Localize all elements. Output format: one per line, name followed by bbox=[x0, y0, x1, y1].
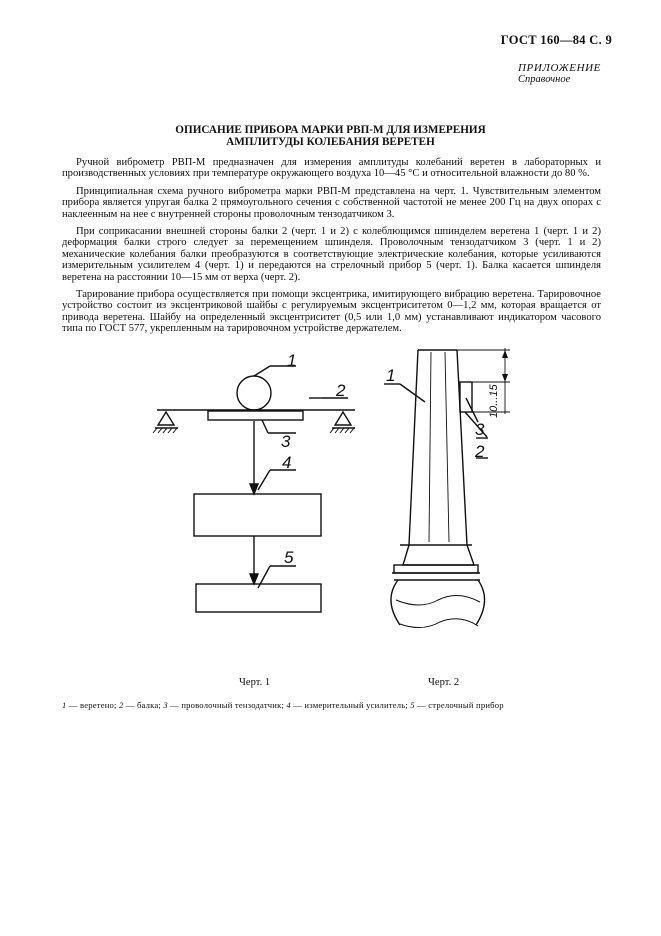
fig2-label-2: 2 bbox=[475, 442, 485, 461]
fig1-label-3: 3 bbox=[281, 432, 291, 451]
paragraph: Принципиальная схема ручного виброметра марки РВП-М представлена на черт. 1. Чувствительным элементом прибора является упругая балка 2 прямоугольного сечения с собственной частотой не менее 200 Гц на двух опорах с наклеенным на нее с внутренней стороны проволочным тензодатчиком 3. bbox=[62, 185, 601, 220]
legend-num: 2 bbox=[118, 700, 124, 710]
figure-2-caption: Черт. 2 bbox=[428, 677, 460, 688]
paragraph: Тарирование прибора осуществляется при помощи эксцентрика, имитирующего вибрацию веретена. Тарировочное устройство состоит из эксцентриковой шайбы с регулируемым эксцентриситетом 0—1,2 мм, которая вращается от привода веретена. Шайбу на определенный эксцентриситет (0,5 или 1,0 мм) устанавливают индикатором часового типа по ГОСТ 577, укрепленным на тарировочном устройстве держателем. bbox=[62, 289, 601, 335]
title-line-2: АМПЛИТУДЫ КОЛЕБАНИЯ ВЕРЕТЕН bbox=[226, 136, 435, 148]
figure-1-caption: Черт. 1 bbox=[239, 677, 271, 688]
document-title bbox=[60, 124, 601, 148]
legend-text: стрелочный прибор bbox=[428, 700, 504, 710]
fig1-label-5: 5 bbox=[284, 548, 294, 567]
page-header: ГОСТ 160—84 С. 9 bbox=[500, 33, 612, 47]
spindle-body bbox=[391, 580, 485, 625]
legend-text: измерительный усилитель; bbox=[304, 700, 408, 710]
left-support bbox=[158, 412, 174, 425]
right-support bbox=[335, 412, 351, 425]
strain-gauge bbox=[208, 411, 303, 420]
fig2-label-3: 3 bbox=[475, 420, 485, 439]
paragraph: При соприкасании внешней стороны балки 2 (черт. 1 и 2) с колеблющимся шпинделем веретена 1 (черт. 1 и 2) деформация балки строго следует за перемещением шпинделя. Проволочным тензодатчиком 3 (черт. 1 и 2) механические колебания балки преобразуются в соответствующие электрические колебания, которые усиливаются измерительным усилителем 4 (черт. 1) и передаются на стрелочный прибор 5 (черт. 1). Балка касается шпинделя веретена на расстоянии 10—15 мм от верха (черт. 2). bbox=[62, 226, 601, 283]
appendix-type: Справочное bbox=[518, 74, 571, 85]
legend-num: 3 bbox=[163, 700, 168, 710]
spindle-circle bbox=[237, 376, 271, 410]
figure-legend: 1 — веретено; 2 — балка; 3 — проволочный тензодатчик; 4 — измерительный усилитель; 5 — стрелочный прибор bbox=[62, 700, 504, 710]
fig1-label-1: 1 bbox=[287, 351, 297, 370]
paragraph: Ручной виброметр РВП-М предназначен для измерения амплитуды колебаний веретен в лабораторных и производственных условиях при температуре окружающего воздуха 10—45 °С и относительной влажности до 80 %. bbox=[62, 157, 601, 180]
appendix-block bbox=[518, 62, 601, 85]
appendix-label: ПРИЛОЖЕНИЕ bbox=[518, 62, 601, 74]
body-text bbox=[62, 157, 601, 341]
legend-num: 1 bbox=[62, 700, 67, 710]
legend-text: веретено; bbox=[80, 700, 117, 710]
legend-text: балка; bbox=[136, 700, 161, 710]
fig1-label-4: 4 bbox=[282, 453, 292, 472]
legend-text: проволочный тензодатчик; bbox=[181, 700, 285, 710]
spindle-right-edge bbox=[457, 350, 467, 545]
legend-num: 4 bbox=[286, 700, 291, 710]
fig2-dimension-label: 10...15 bbox=[488, 384, 500, 418]
amplifier-block bbox=[194, 494, 321, 536]
fig1-label-2: 2 bbox=[336, 381, 346, 400]
figures-drawing bbox=[0, 330, 661, 670]
legend-num: 5 bbox=[410, 700, 415, 710]
figure-1-schematic bbox=[153, 351, 355, 612]
spindle-collar bbox=[394, 565, 478, 573]
spindle-left-edge bbox=[409, 350, 418, 545]
title-line-1: ОПИСАНИЕ ПРИБОРА МАРКИ РВП-М ДЛЯ ИЗМЕРЕНИЯ bbox=[175, 124, 486, 136]
fig2-label-1: 1 bbox=[386, 366, 396, 385]
figure-2-spindle bbox=[384, 348, 510, 628]
